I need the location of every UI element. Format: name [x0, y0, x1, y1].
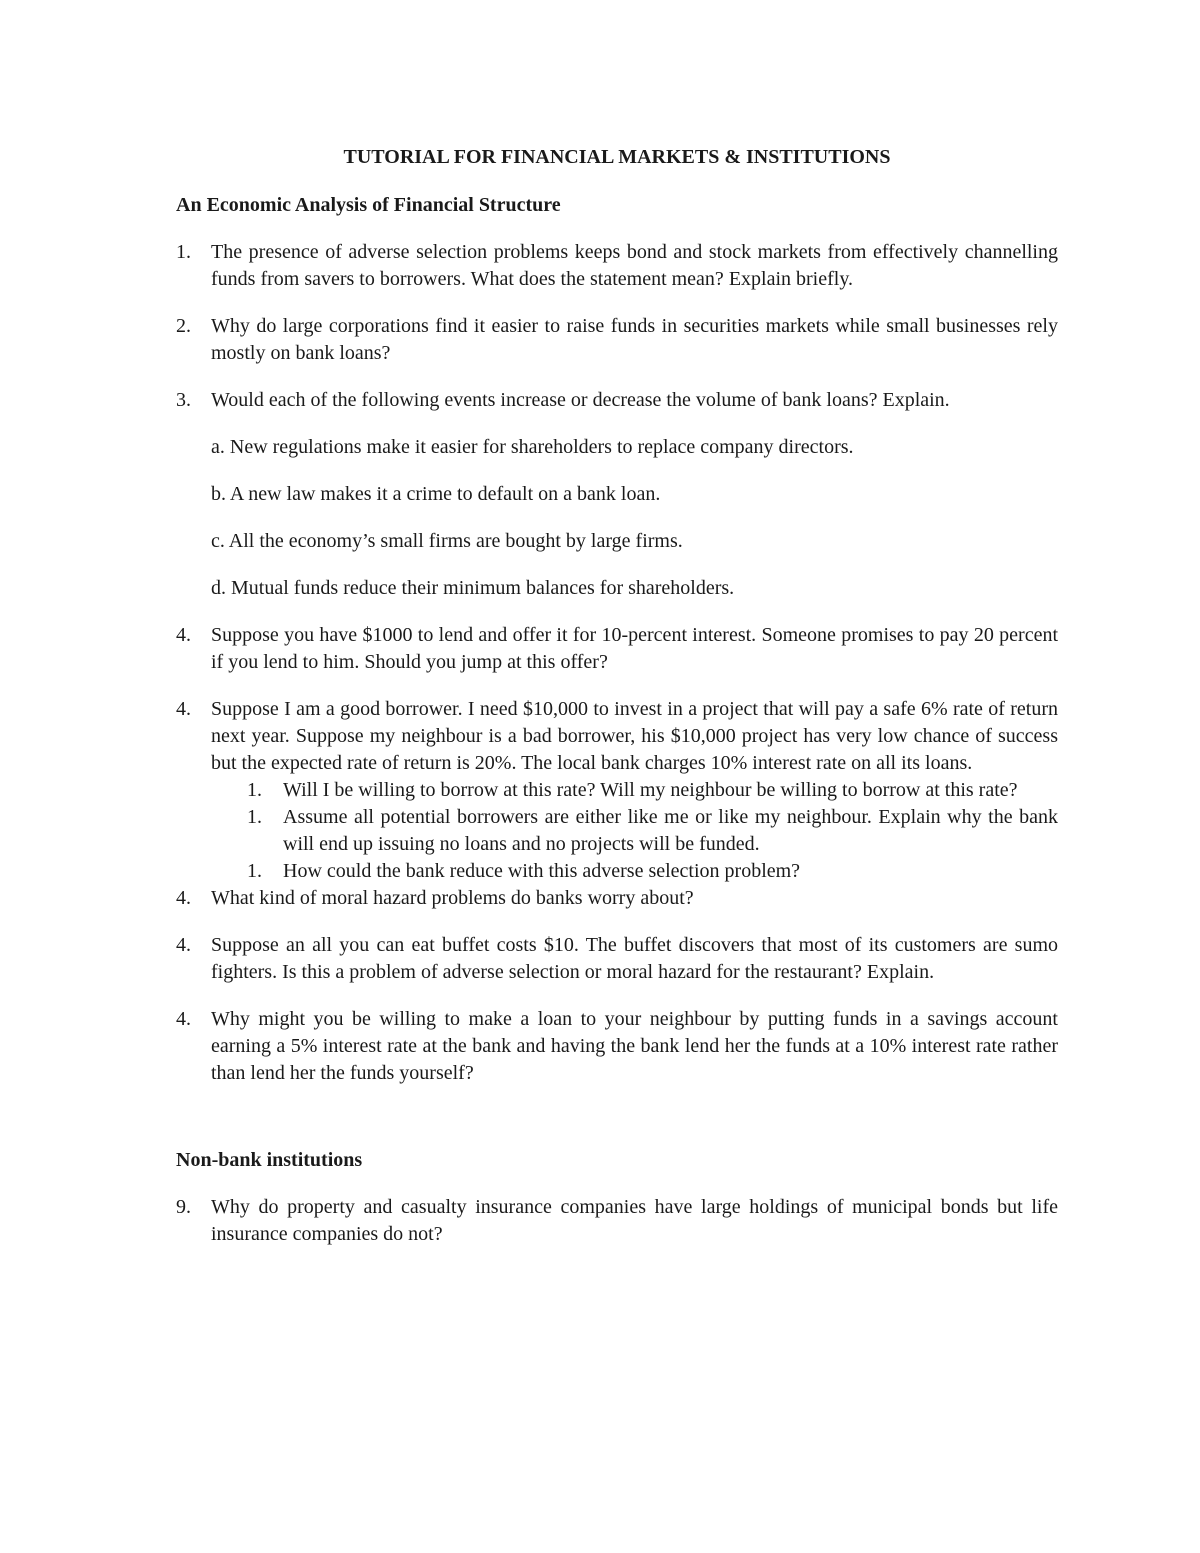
question-text: Would each of the following events increase or decrease the volume of bank loans? Explain. — [211, 389, 950, 411]
sub-question-number: 1. — [247, 860, 262, 882]
question-3-part-c: c. All the economy’s small firms are bought by large firms. — [211, 530, 683, 552]
question-text: The presence of adverse selection problems keeps bond and stock markets from effectively channelling funds from savers to borrowers. What does the statement mean? Explain briefly. — [211, 241, 1058, 290]
question-5-sub-2 — [176, 804, 1058, 858]
question-number: 4. — [176, 934, 191, 956]
question-text: Suppose an all you can eat buffet costs $10. The buffet discovers that most of its customers are sumo fighters. Is this a problem of adverse selection or moral hazard for the restaurant? Explain. — [211, 934, 1058, 983]
question-number: 1. — [176, 241, 191, 263]
section-heading-non-bank: Non-bank institutions — [176, 1149, 363, 1171]
sub-question-number: 1. — [247, 806, 262, 828]
question-5-sub-1 — [176, 777, 1058, 804]
question-8 — [176, 1006, 1058, 1087]
question-text: Suppose I am a good borrower. I need $10,000 to invest in a project that will pay a safe 6% rate of return next year. Suppose my neighbour is a bad borrower, his $10,000 project has very low chance of success but the expected rate of return is 20%. The local bank charges 10% interest rate on all its loans. — [211, 698, 1058, 774]
question-7 — [176, 932, 1058, 986]
question-text: Why might you be willing to make a loan to your neighbour by putting funds in a savings account earning a 5% interest rate at the bank and having the bank lend her the funds at a 10% interest rate rather than lend her the funds yourself? — [211, 1008, 1058, 1084]
question-number: 4. — [176, 887, 191, 909]
question-3-part-a: a. New regulations make it easier for shareholders to replace company directors. — [211, 436, 854, 458]
question-number: 4. — [176, 698, 191, 720]
question-text: Suppose you have $1000 to lend and offer it for 10-percent interest. Someone promises to pay 20 percent if you lend to him. Should you jump at this offer? — [211, 624, 1058, 673]
question-number: 9. — [176, 1196, 191, 1218]
sub-question-text: Will I be willing to borrow at this rate? Will my neighbour be willing to borrow at this rate? — [283, 779, 1018, 801]
question-number: 4. — [176, 624, 191, 646]
question-number: 4. — [176, 1008, 191, 1030]
question-5-sub-3 — [176, 858, 1058, 885]
sub-question-text: How could the bank reduce with this adverse selection problem? — [283, 860, 801, 882]
sub-question-number: 1. — [247, 779, 262, 801]
question-3 — [176, 387, 1058, 414]
question-3-part-b: b. A new law makes it a crime to default on a bank loan. — [211, 483, 661, 505]
section-spacer — [176, 1107, 1058, 1147]
question-5 — [176, 696, 1058, 777]
question-2 — [176, 313, 1058, 367]
question-text: Why do large corporations find it easier to raise funds in securities markets while small businesses rely mostly on bank loans? — [211, 315, 1058, 364]
document-page — [176, 144, 1058, 1268]
question-text: What kind of moral hazard problems do banks worry about? — [211, 887, 694, 909]
question-text: Why do property and casualty insurance companies have large holdings of municipal bonds but life insurance companies do not? — [211, 1196, 1058, 1245]
question-9 — [176, 1194, 1058, 1248]
question-number: 3. — [176, 389, 191, 411]
sub-question-text: Assume all potential borrowers are either like me or like my neighbour. Explain why the bank will end up issuing no loans and no projects will be funded. — [283, 806, 1058, 855]
document-title: TUTORIAL FOR FINANCIAL MARKETS & INSTITUTIONS — [343, 146, 891, 168]
question-3-part-d: d. Mutual funds reduce their minimum balances for shareholders. — [211, 577, 735, 599]
question-4 — [176, 622, 1058, 676]
question-6 — [176, 885, 1058, 912]
question-number: 2. — [176, 315, 191, 337]
question-1 — [176, 239, 1058, 293]
section-heading-financial-structure: An Economic Analysis of Financial Structure — [176, 194, 561, 216]
